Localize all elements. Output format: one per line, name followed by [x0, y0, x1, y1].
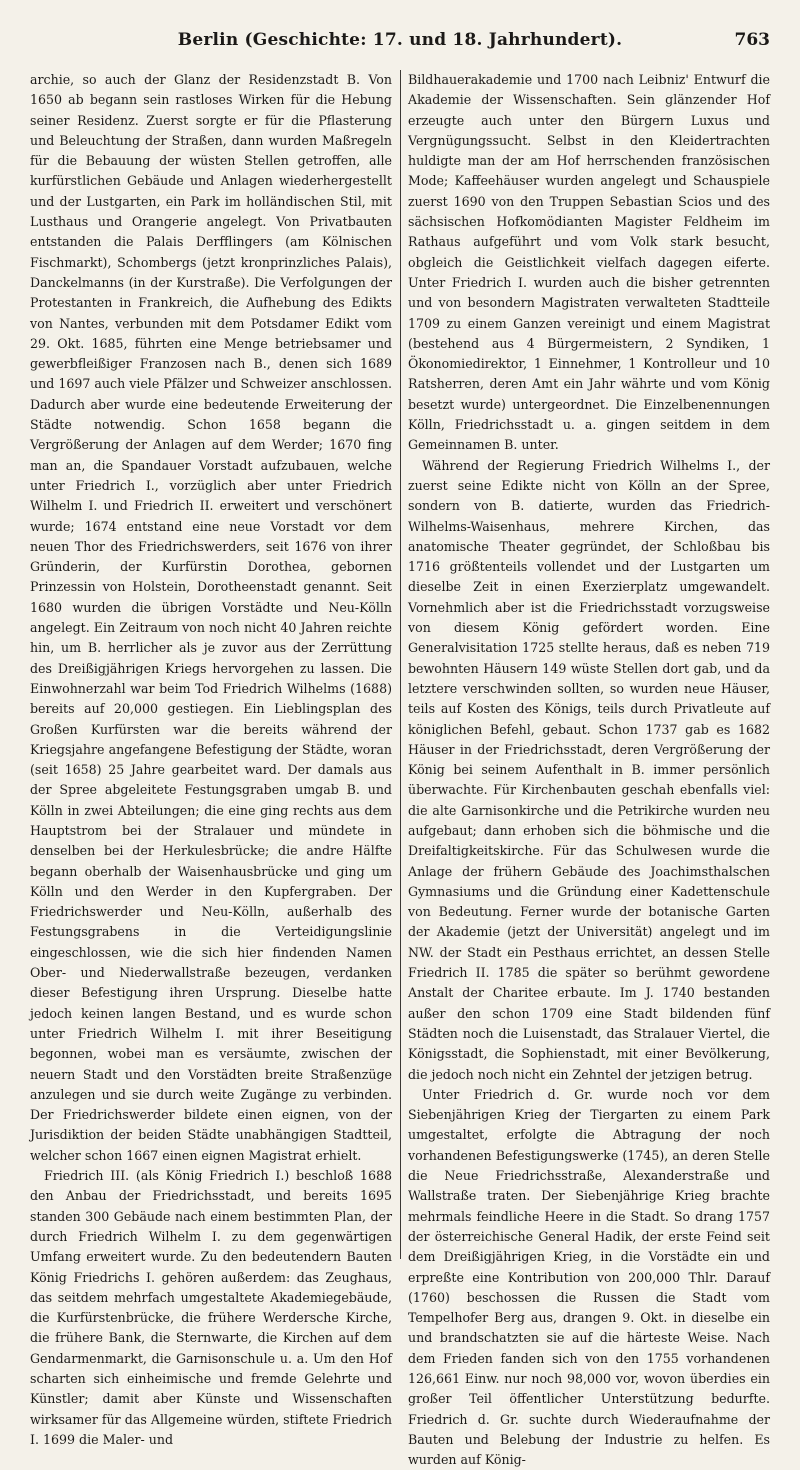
paragraph: archie, so auch der Glanz der Residenzstadt B. Von 1650 ab begann sein rastloses Wirken für die Hebung seiner Residenz. Zuerst sorgte er für die Pflasterung und Beleuchtung der Straßen, dann wurden Maßregeln für die Bebauung der wüsten Stellen getroffen, alle kurfürstlichen Gebäude und Anlagen wiederhergestellt und der Lustgarten, ein Park im holländischen Stil, mit Lusthaus und Orangerie angelegt. Von Privatbauten entstanden die Palais Derfflingers (am Kölnischen Fischmarkt), Schombergs (jetzt kronprinzliches Palais), Danckelmanns (in der Kurstraße). Die Verfolgungen der Protestanten in Frankreich, die Aufhebung des Edikts von Nantes, verbunden mit dem Potsdamer Edikt vom 29. Okt. 1685, führten eine Menge betriebsamer und gewerbfleißiger Franzosen nach B., denen sich 1689 und 1697 auch viele Pfälzer und Schweizer anschlossen. Dadurch aber wurde eine bedeutende Erweiterung der Städte notwendig. Schon 1658 begann die Vergrößerung der Anlagen auf dem Werder; 1670 fing man an, die Spandauer Vorstadt aufzubauen, welche unter Friedrich I., vorzüglich aber unter Friedrich Wilhelm I. und Friedrich II. erweitert und verschönert wurde; 1674 entstand eine neue Vorstadt vor dem neuen Thor des Friedrichswerders, seit 1676 von ihrer Gründerin, der Kurfürstin Dorothea, gebornen Prinzessin von Holstein, Dorotheenstadt genannt. Seit 1680 wurden die übrigen Vorstädte und Neu-Kölln angelegt. Ein Zeitraum von noch nicht 40 Jahren reichte hin, um B. herrlicher als je zuvor aus der Zerrüttung des Dreißigjährigen Kriegs hervorgehen zu lassen. Die Einwohnerzahl war beim Tod Friedrich Wilhelms (1688) bereits auf 20,000 gestiegen. Ein Lieblingsplan des Großen Kurfürsten war die bereits während der Kriegsjahre angefangene Befestigung der Städte, woran (seit 1658) 25 Jahre gearbeitet ward. Der damals aus der Spree abgeleitete Festungsgraben umgab B. und Kölln in zwei Abteilungen; die eine ging rechts aus dem Hauptstrom bei der Stralauer und mündete in denselben bei der Herkulesbrücke; die andre Hälfte begann oberhalb der Waisenhausbrücke und ging um Kölln und den Werder in den Kupfergraben. Der Friedrichswerder und Neu-Kölln, außerhalb des Festungsgrabens in die Verteidigungslinie eingeschlossen, wie die sich hier findenden Namen Ober- und Niederwallstraße bezeugen, verdanken dieser Befestigung ihren Ursprung. Dieselbe hatte jedoch keinen langen Bestand, und es wurde schon unter Friedrich Wilhelm I. mit ihrer Beseitigung begonnen, wobei man es versäumte, zwischen der neuern Stadt und den Vorstädten breite Straßenzüge anzulegen und sie durch weite Zugänge zu verbinden. Der Friedrichswerder bildete einen eignen, von der Jurisdiktion der beiden Städte unabhängigen Stadtteil, welcher schon 1667 einen eignen Magistrat erhielt. [30, 72, 392, 1163]
column-divider [400, 70, 401, 1259]
paragraph: Bildhauerakademie und 1700 nach Leibniz' Entwurf die Akademie der Wissenschaften. Sein glänzender Hof erzeugte auch unter den Bürgern Luxus und Vergnügungssucht. Selbst in den Kleidertrachten huldigte man der am Hof herrschenden französischen Mode; Kaffeehäuser wurden angelegt und Schauspiele zuerst 1690 von den Truppen Sebastian Scios und des sächsischen Hofkomödianten Magister Feldheim im Rathaus aufgeführt und vom Volk stark besucht, obgleich die Geistlichkeit vielfach dagegen eiferte. Unter Friedrich I. wurden auch die bisher getrennten und von besondern Magistraten verwalteten Stadtteile 1709 zu einem Ganzen vereinigt und einem Magistrat (bestehend aus 4 Bürgermeistern, 2 Syndiken, 1 Ökonomiedirektor, 1 Einnehmer, 1 Kontrolleur und 10 Ratsherren, deren Amt ein Jahr währte und vom König besetzt wurde) untergeordnet. Die Einzelbenennungen Kölln, Friedrichsstadt u. a. gingen seitdem in dem Gemeinnamen B. unter. [408, 72, 770, 453]
right-column [408, 70, 770, 1468]
page-number: 763 [734, 30, 770, 50]
paragraph: Während der Regierung Friedrich Wilhelms I., der zuerst seine Edikte nicht von Kölln an der Spree, sondern von B. datierte, wurden das Friedrich-Wilhelms-Waisenhaus, mehrere Kirchen, das anatomische Theater gegründet, der Schloßbau bis 1716 größtenteils vollendet und der Lustgarten um dieselbe Zeit in einen Exerzierplatz umgewandelt. Vornehmlich aber ist die Friedrichsstadt vorzugsweise von diesem König gefördert worden. Eine Generalvisitation 1725 stellte heraus, daß es neben 719 bewohnten Häusern 149 wüste Stellen dort gab, und da letztere verschwinden sollten, so wurden neue Häuser, teils auf Kosten des Königs, teils durch Privatleute auf königlichen Befehl, gebaut. Schon 1737 gab es 1682 Häuser in der Friedrichsstadt, deren Vergrößerung der König bei seinem Aufenthalt in B. immer persönlich überwachte. Für Kirchenbauten geschah ebenfalls viel: die alte Garnisonkirche und die Petrikirche wurden neu aufgebaut; dann erhoben sich die böhmische und die Dreifaltigkeitskirche. Für das Schulwesen wurde die Anlage der frühern Gebäude des Joachimsthalschen Gymnasiums und die Gründung einer Kadettenschule von Bedeutung. Ferner wurde der botanische Garten der Akademie (jetzt der Universität) angelegt und im NW. der Stadt ein Pesthaus errichtet, an dessen Stelle Friedrich II. 1785 die später so berühmt gewordene Anstalt der Charitee erbaute. Im J. 1740 bestanden außer den schon 1709 eine Stadt bildenden fünf Städten noch die Luisenstadt, das Stralauer Viertel, die Königsstadt, die Sophienstadt, mit einer Bevölkerung, die jedoch noch nicht ein Zehntel der jetzigen betrug. [408, 457, 770, 1082]
left-column [30, 70, 392, 1447]
text-columns [30, 70, 770, 1468]
paragraph: Unter Friedrich d. Gr. wurde noch vor dem Siebenjährigen Krieg der Tiergarten zu einem Park umgestaltet, erfolgte die Abtragung der noch vorhandenen Befestigungswerke (1745), an deren Stelle die Neue Friedrichsstraße, Alexanderstraße und Wallstraße traten. Der Siebenjährige Krieg brachte mehrmals feindliche Heere in die Stadt. So drang 1757 der österreichische General Hadik, der erste Feind seit dem Dreißigjährigen Krieg, in die Vorstädte ein und erpreßte eine Kontribution von 200,000 Thlr. Darauf (1760) beschossen die Russen die Stadt vom Tempelhofer Berg aus, drangen 9. Okt. in dieselbe ein und brandschatzten sie auf die härteste Weise. Nach dem Frieden fanden sich von den 1755 vorhandenen 126,661 Einw. nur noch 98,000 vor, wovon überdies ein großer Teil öffentlicher Unterstützung bedurfte. Friedrich d. Gr. suchte durch Wiederaufnahme der Bauten und Belebung der Industrie zu helfen. Es wurden auf König- [408, 1086, 770, 1468]
running-header [30, 30, 770, 56]
paragraph: Friedrich III. (als König Friedrich I.) beschloß 1688 den Anbau der Friedrichsstadt, und bereits 1695 standen 300 Gebäude nach einem bestimmten Plan, der durch Friedrich Wilhelm I. zu dem gegenwärtigen Umfang erweitert wurde. Zu den bedeutendern Bauten König Friedrichs I. gehören außerdem: das Zeughaus, das seitdem mehrfach umgestaltete Akademiegebäude, die Kurfürstenbrücke, die frühere Werdersche Kirche, die frühere Bank, die Sternwarte, die Kirchen auf dem Gendarmenmarkt, die Garnisonschule u. a. Um den Hof scharten sich einheimische und fremde Gelehrte und Künstler; damit aber Künste und Wissenschaften wirksamer für das Allgemeine würden, stiftete Friedrich I. 1699 die Maler- und [30, 1168, 392, 1447]
header-title: Berlin (Geschichte: 17. und 18. Jahrhundert). [177, 30, 623, 50]
